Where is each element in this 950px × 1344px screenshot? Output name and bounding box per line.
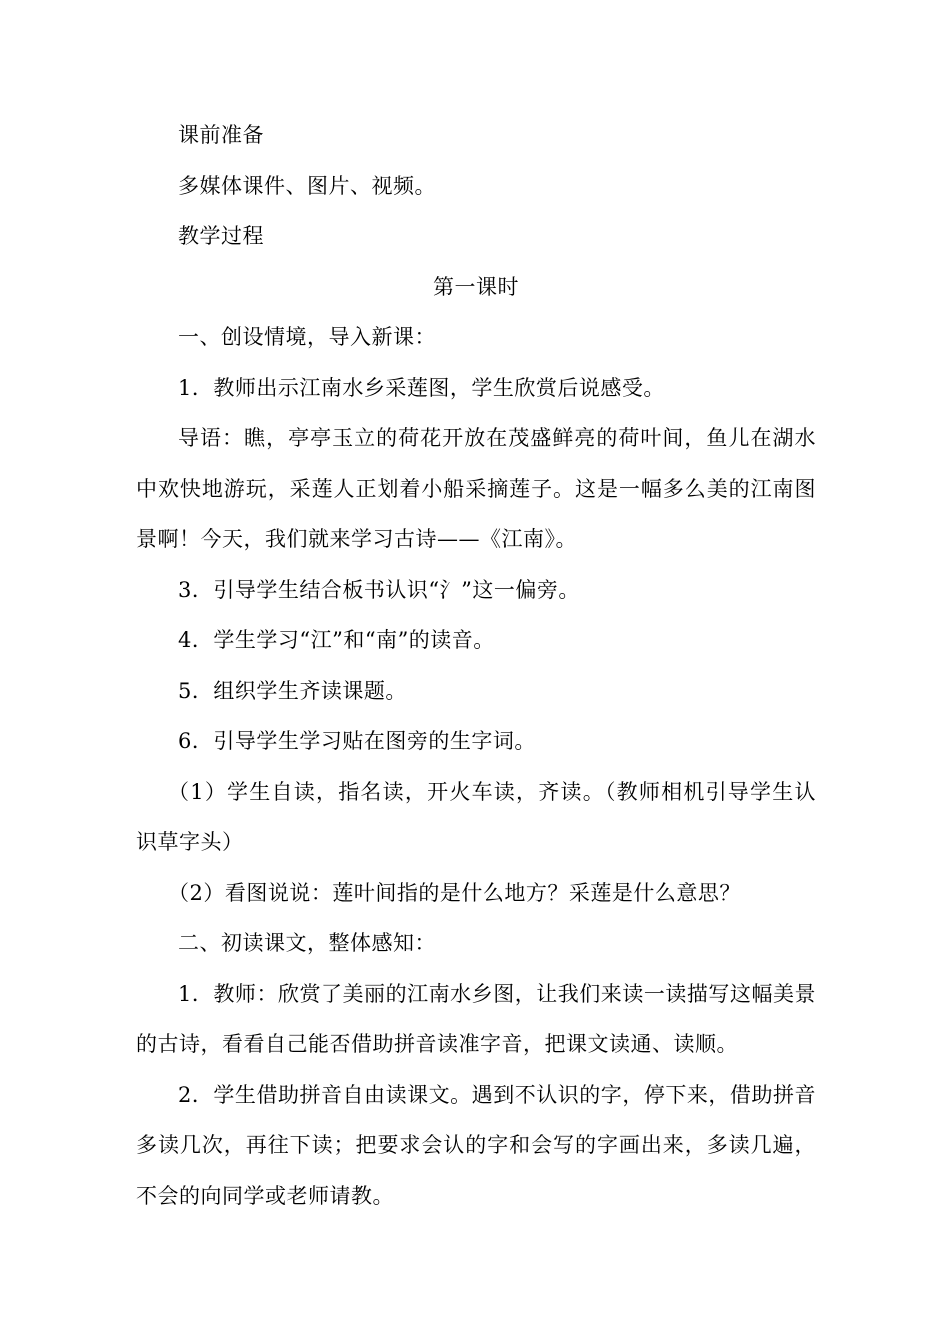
paragraph-materials: 多媒体课件、图片、视频。: [178, 173, 436, 198]
section-heading-preparation: 课前准备: [178, 123, 264, 147]
paragraph-reading-1: 1．教师：欣赏了美丽的江南水乡图，让我们来读一读描写这幅美景的古诗，看看自己能否借助拼音读准字音，把课文读通、读顺。: [136, 981, 816, 1056]
section-heading-process: 教学过程: [178, 224, 264, 248]
paragraph-lead-in: 导语：瞧，亭亭玉立的荷花开放在茂盛鲜亮的荷叶间，鱼儿在湖水中欢快地游玩，采莲人正划着小船采摘莲子。这是一幅多么美的江南图景啊！今天，我们就来学习古诗——《江南》。: [136, 426, 816, 551]
paragraph-substep-2: （2）看图说说：莲叶间指的是什么地方？采莲是什么意思？: [168, 880, 741, 905]
lesson-title: 第一课时: [433, 274, 519, 299]
paragraph-reading-2: 2．学生借助拼音自由读课文。遇到不认识的字，停下来，借助拼音多读几次，再往下读；把要求会认的字和会写的字画出来，多读几遍，不会的向同学或老师请教。: [136, 1082, 816, 1208]
paragraph-substep-1: （1）学生自读，指名读，开火车读，齐读。（教师相机引导学生认识草字头）: [136, 779, 816, 854]
paragraph-step-3: 3．引导学生结合板书认识“氵”这一偏旁。: [178, 577, 580, 602]
paragraph-step-6: 6．引导学生学习贴在图旁的生字词。: [178, 729, 536, 753]
section-heading-intro: 一、创设情境，导入新课：: [178, 325, 436, 349]
paragraph-step-4: 4．学生学习“江”和“南”的读音。: [178, 628, 495, 652]
section-heading-first-reading: 二、初读课文，整体感知：: [178, 931, 436, 955]
paragraph-step-1: 1．教师出示江南水乡采莲图，学生欣赏后说感受。: [178, 375, 665, 400]
document-body: [136, 110, 816, 1221]
paragraph-step-5: 5．组织学生齐读课题。: [178, 678, 407, 703]
